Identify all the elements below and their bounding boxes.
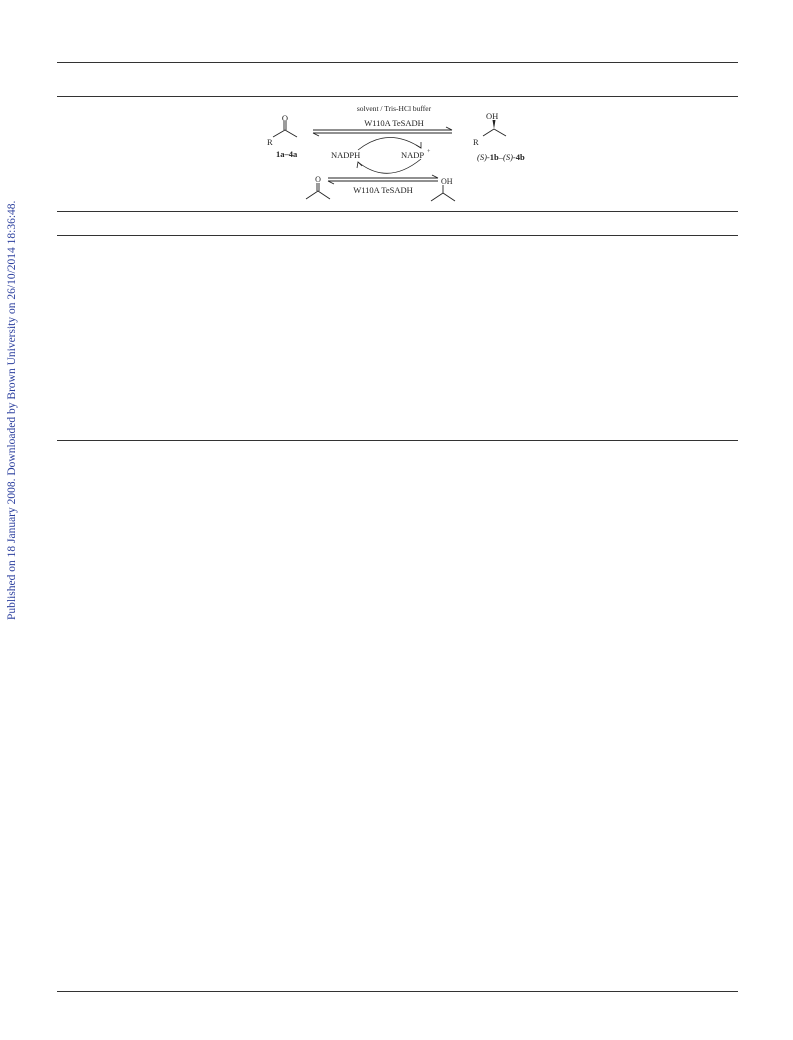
enzyme-top-label: W110A TeSADH	[364, 118, 424, 128]
table-bottom-rule	[57, 440, 738, 441]
isopropanol-structure	[431, 185, 455, 201]
table-header-rule	[57, 96, 738, 97]
isopropanol-hydroxyl: OH	[441, 177, 453, 186]
product-structure	[483, 129, 506, 136]
substrate-structure	[273, 121, 297, 137]
scheme-bottom-rule	[57, 211, 738, 212]
product-label-start: 1b	[489, 152, 499, 162]
publication-sidebar	[6, 200, 18, 620]
published-text: Published on 18 January 2008. Downloaded by Brown University on 26/10/2014 18:36:48.	[6, 200, 18, 620]
equilibrium-arrow-top	[313, 127, 452, 136]
enzyme-bottom-label: W110A TeSADH	[353, 185, 413, 195]
substrate-carbonyl: O	[281, 113, 289, 123]
acetone-carbonyl: O	[315, 175, 321, 184]
reaction-scheme-svg	[258, 100, 548, 210]
product-hydroxyl: OH	[486, 111, 499, 121]
substrate-label: 1a–4a	[276, 149, 298, 159]
reaction-scheme	[258, 100, 548, 210]
cofactor-nadph: NADPH	[331, 150, 361, 160]
footer-rule	[57, 991, 738, 992]
cofactor-nadp-charge: +	[427, 149, 431, 155]
solvent-condition: solvent / Tris-HCl buffer	[356, 104, 432, 113]
product-wedge-bond	[493, 120, 496, 129]
product-label-end: 4b	[515, 152, 525, 162]
product-label	[477, 152, 525, 162]
top-rule	[57, 62, 738, 63]
substrate-r-group: R	[267, 137, 273, 147]
equilibrium-arrow-bottom	[328, 175, 438, 184]
acetone-structure	[306, 183, 330, 199]
product-label-prefix: (S)-	[477, 152, 490, 162]
product-r-group: R	[473, 137, 479, 147]
table-columns-rule	[57, 235, 738, 236]
cofactor-nadp: NADP	[401, 150, 425, 160]
product-label-mid: –(S)-	[498, 152, 516, 162]
